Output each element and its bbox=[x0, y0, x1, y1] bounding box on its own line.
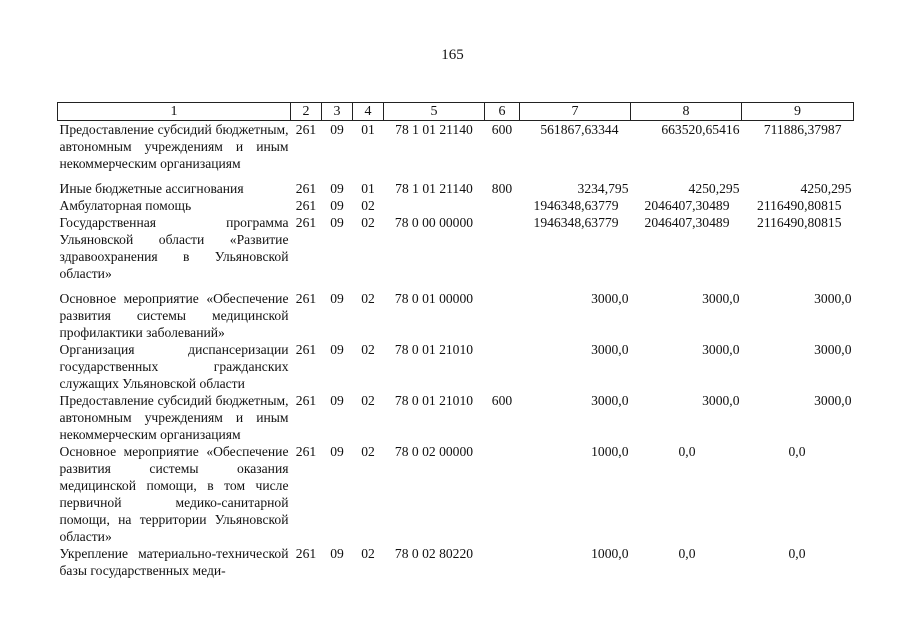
cell-amount-col8: 3000,0 bbox=[702, 393, 740, 408]
cell-admin-code: 261 bbox=[295, 198, 317, 213]
cell-subsection: 02 bbox=[361, 198, 375, 213]
cell-target-article: 78 0 02 80220 bbox=[394, 546, 474, 561]
cell-expense-type bbox=[485, 341, 520, 392]
cell-expense-type bbox=[485, 290, 520, 341]
cell-subsection: 02 bbox=[361, 444, 375, 459]
cell-subsection: 02 bbox=[361, 342, 375, 357]
cell-subsection: 02 bbox=[361, 291, 375, 306]
cell-section: 09 bbox=[330, 546, 344, 561]
cell-amount-col8: 3000,0 bbox=[702, 291, 740, 306]
column-header: 8 bbox=[631, 103, 742, 121]
cell-section: 09 bbox=[330, 215, 344, 230]
cell-target-article: 78 0 01 21010 bbox=[394, 393, 474, 408]
row-name: Основное мероприятие «Обеспечение развития системы медицинской профилактики заболеваний» bbox=[59, 291, 289, 340]
cell-admin-code: 261 bbox=[295, 393, 317, 408]
table-row bbox=[58, 121, 854, 173]
cell-admin-code: 261 bbox=[295, 342, 317, 357]
cell-target-article bbox=[384, 197, 485, 214]
cell-amount-col8: 2046407,30489 bbox=[644, 198, 730, 213]
cell-expense-type bbox=[485, 443, 520, 545]
cell-amount-col8: 0,0 bbox=[678, 546, 696, 561]
cell-amount-col7: 1946348,63779 bbox=[533, 198, 619, 213]
cell-admin-code: 261 bbox=[295, 444, 317, 459]
cell-section: 09 bbox=[330, 122, 344, 137]
table-row bbox=[58, 545, 854, 579]
cell-amount-col8: 2046407,30489 bbox=[644, 215, 730, 230]
row-name: Иные бюджетные ассигнования bbox=[59, 181, 244, 196]
row-name: Укрепление материально-технической базы государственных меди- bbox=[59, 546, 289, 578]
cell-expense-type: 600 bbox=[491, 122, 513, 137]
cell-amount-col7: 1000,0 bbox=[591, 546, 629, 561]
cell-expense-type: 600 bbox=[491, 393, 513, 408]
cell-section: 09 bbox=[330, 291, 344, 306]
cell-subsection: 02 bbox=[361, 393, 375, 408]
cell-target-article: 78 0 02 00000 bbox=[394, 444, 474, 459]
cell-amount-col9: 2116490,80815 bbox=[757, 198, 842, 213]
row-name: Основное мероприятие «Обеспечение развития системы оказания медицинской помощи, в том числе первичной медико-санитарной помощи, на территории Ульяновской области» bbox=[59, 444, 289, 544]
cell-target-article: 78 0 00 00000 bbox=[394, 215, 474, 230]
cell-admin-code: 261 bbox=[295, 546, 317, 561]
column-header: 9 bbox=[742, 103, 854, 121]
row-name: Предоставление субсидий бюджетным, автономным учреждениям и иным некоммерческим организациям bbox=[59, 393, 289, 442]
header-row bbox=[58, 103, 854, 121]
cell-amount-col9: 3000,0 bbox=[814, 291, 852, 306]
cell-amount-col7: 3000,0 bbox=[591, 291, 629, 306]
column-header: 2 bbox=[291, 103, 322, 121]
column-header: 3 bbox=[322, 103, 353, 121]
cell-expense-type bbox=[485, 214, 520, 282]
cell-subsection: 01 bbox=[361, 122, 375, 137]
cell-target-article: 78 1 01 21140 bbox=[395, 181, 473, 196]
cell-admin-code: 261 bbox=[295, 122, 317, 137]
cell-target-article: 78 1 01 21140 bbox=[395, 122, 473, 137]
cell-amount-col9: 3000,0 bbox=[814, 393, 852, 408]
cell-section: 09 bbox=[330, 393, 344, 408]
cell-expense-type: 800 bbox=[491, 181, 513, 196]
cell-amount-col8: 3000,0 bbox=[702, 342, 740, 357]
cell-subsection: 02 bbox=[361, 546, 375, 561]
table-row bbox=[58, 290, 854, 341]
column-header: 6 bbox=[485, 103, 520, 121]
cell-target-article: 78 0 01 21010 bbox=[394, 342, 474, 357]
cell-amount-col8: 663520,65416 bbox=[661, 122, 740, 137]
row-name: Предоставление субсидий бюджетным, автономным учреждениям и иным некоммерческим организациям bbox=[59, 122, 289, 171]
cell-amount-col8: 4250,295 bbox=[688, 181, 740, 196]
cell-admin-code: 261 bbox=[295, 215, 317, 230]
row-name: Организация диспансеризации государственных гражданских служащих Ульяновской области bbox=[59, 342, 289, 391]
cell-target-article: 78 0 01 00000 bbox=[394, 291, 474, 306]
cell-amount-col7: 3234,795 bbox=[577, 181, 629, 196]
cell-amount-col7: 1000,0 bbox=[591, 444, 629, 459]
row-name: Государственная программа Ульяновской области «Развитие здравоохранения в Ульяновской области» bbox=[59, 215, 289, 281]
cell-expense-type bbox=[485, 197, 520, 214]
page-number: 165 bbox=[441, 47, 464, 63]
cell-section: 09 bbox=[330, 181, 344, 196]
cell-section: 09 bbox=[330, 198, 344, 213]
table-row bbox=[58, 392, 854, 443]
table-row bbox=[58, 341, 854, 392]
cell-amount-col9: 0,0 bbox=[788, 546, 806, 561]
cell-amount-col7: 3000,0 bbox=[591, 393, 629, 408]
cell-amount-col9: 4250,295 bbox=[800, 181, 852, 196]
cell-amount-col9: 711886,37987 bbox=[763, 122, 842, 137]
cell-subsection: 02 bbox=[361, 215, 375, 230]
cell-amount-col8: 0,0 bbox=[678, 444, 696, 459]
cell-section: 09 bbox=[330, 444, 344, 459]
cell-amount-col9: 0,0 bbox=[788, 444, 806, 459]
cell-amount-col9: 2116490,80815 bbox=[757, 215, 842, 230]
cell-amount-col7: 561867,63344 bbox=[540, 122, 619, 137]
cell-amount-col9: 3000,0 bbox=[814, 342, 852, 357]
column-header: 7 bbox=[520, 103, 631, 121]
cell-admin-code: 261 bbox=[295, 291, 317, 306]
column-header: 4 bbox=[353, 103, 384, 121]
cell-amount-col7: 1946348,63779 bbox=[533, 215, 619, 230]
cell-amount-col7: 3000,0 bbox=[591, 342, 629, 357]
row-name: Амбулаторная помощь bbox=[59, 198, 192, 213]
table-row bbox=[58, 443, 854, 545]
column-header: 1 bbox=[58, 103, 291, 121]
cell-expense-type bbox=[485, 545, 520, 579]
cell-subsection: 01 bbox=[361, 181, 375, 196]
table-row bbox=[58, 180, 854, 197]
cell-section: 09 bbox=[330, 342, 344, 357]
table-row bbox=[58, 214, 854, 282]
table-row bbox=[58, 197, 854, 214]
column-header: 5 bbox=[384, 103, 485, 121]
budget-table bbox=[57, 102, 854, 579]
cell-admin-code: 261 bbox=[295, 181, 317, 196]
